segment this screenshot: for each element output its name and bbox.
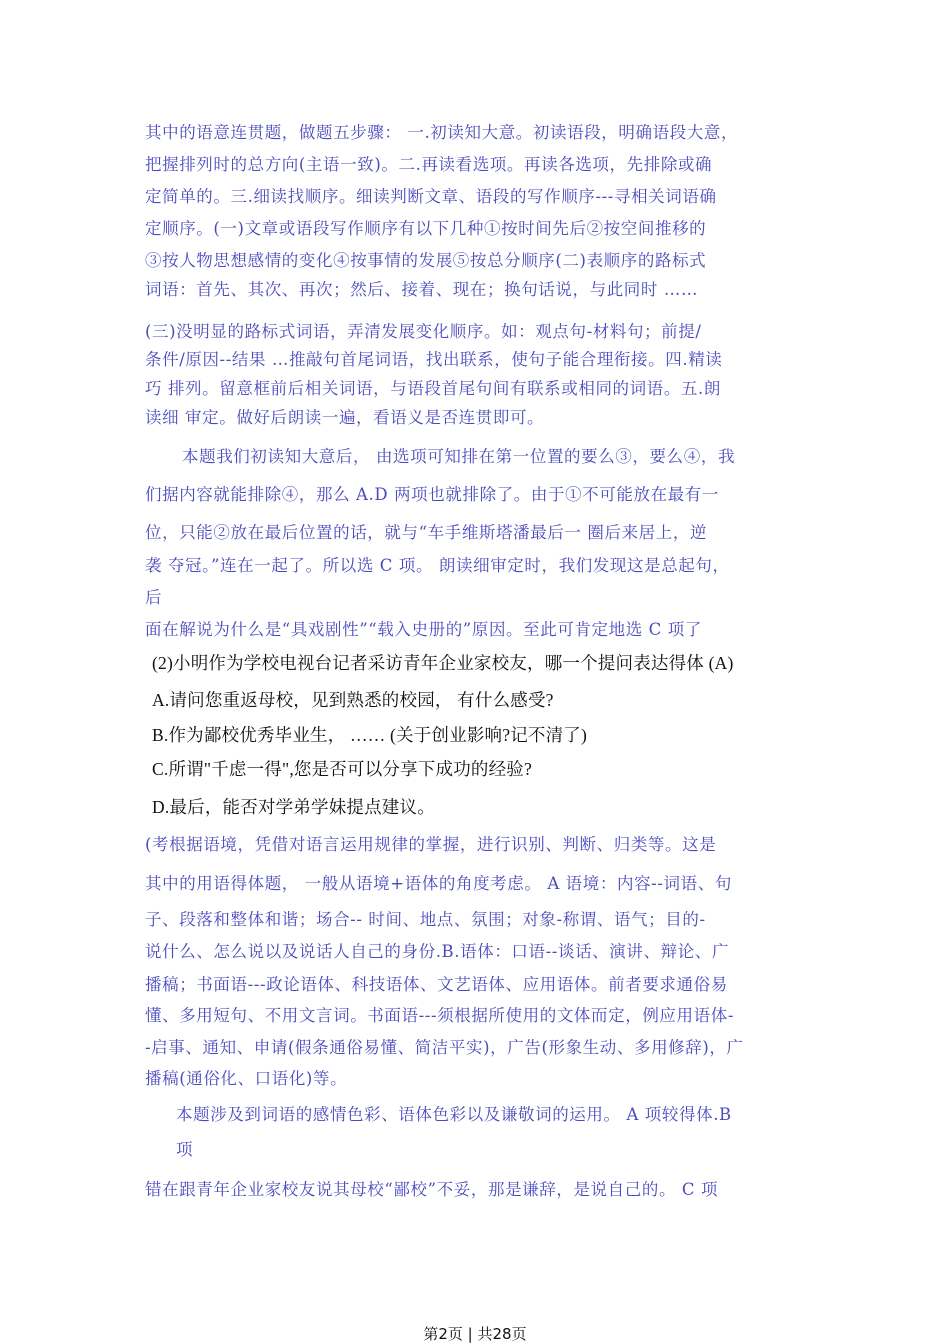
text-line: 播稿(通俗化、口语化)等。 — [145, 1069, 348, 1088]
text-line: 读细 审定。做好后朗读一遍，看语义是否连贯即可。 — [145, 408, 545, 427]
option-d: D.最后，能否对学弟学妹提点建议。 — [152, 797, 435, 817]
text-line: 巧 排列。留意框前后相关词语，与语段首尾句间有联系或相同的词语。五.朗 — [145, 379, 721, 398]
text-line: 们据内容就能排除④，那么 A.D 两项也就排除了。由于①不可能放在最有一 — [145, 485, 719, 504]
text-line: 说什么、怎么说以及说话人自己的身份.B.语体：口语--谈话、演讲、辩论、广 — [145, 942, 729, 961]
option-a: A.请问您重返母校，见到熟悉的校园， 有什么感受? — [152, 690, 554, 710]
text-line: 位，只能②放在最后位置的话，就与“车手维斯塔潘最后一 圈后来居上，逆 — [145, 523, 708, 542]
text-line: 播稿；书面语---政论语体、科技语体、文艺语体、应用语体。前者要求通俗易 — [145, 975, 728, 994]
text-line: 后 — [145, 588, 163, 607]
page-footer: 第2页 | 共28页 — [423, 1325, 527, 1343]
text-line: 本题涉及到词语的感情色彩、语体色彩以及谦敬词的运用。 A 项较得体.B — [176, 1105, 732, 1124]
text-line: 词语：首先、其次、再次；然后、接着、现在；换句话说，与此同时 …… — [145, 280, 699, 299]
text-line: 其中的用语得体题， 一般从语境+语体的角度考虑。 A 语境：内容--词语、句 — [145, 874, 732, 893]
text-line: 面在解说为什么是“具戏剧性”“载入史册的”原因。至此可肯定地选 C 项了 — [145, 620, 702, 639]
text-line: 本题我们初读知大意后， 由选项可知排在第一位置的要么③，要么④，我 — [182, 447, 736, 466]
text-line: -启事、通知、申请(假条通俗易懂、简洁平实)，广告(形象生动、多用修辞)，广 — [145, 1038, 744, 1057]
text-line: 错在跟青年企业家校友说其母校“鄙校”不妥，那是谦辞，是说自己的。 C 项 — [145, 1180, 719, 1199]
text-line: (考根据语境，凭借对语言运用规律的掌握，进行识别、判断、归类等。这是 — [145, 835, 717, 854]
text-line: ③按人物思想感情的变化④按事情的发展⑤按总分顺序(二)表顺序的路标式 — [145, 251, 707, 270]
text-line: 其中的语意连贯题，做题五步骤： 一.初读知大意。初读语段，明确语段大意， — [145, 123, 739, 142]
question-stem: (2)小明作为学校电视台记者采访青年企业家校友，哪一个提问表达得体 (A) — [152, 653, 734, 673]
text-line: 懂、多用短句、不用文言词。书面语---须根据所使用的文体而定，例应用语体- — [145, 1006, 735, 1025]
text-line: 条件/原因--结果 …推敲句首尾词语，找出联系，使句子能合理衔接。四.精读 — [145, 350, 723, 369]
text-line: 项 — [176, 1140, 194, 1159]
text-line: 子、段落和整体和谐；场合-- 时间、地点、氛围；对象-称谓、语气；目的- — [145, 910, 706, 929]
text-line: 定简单的。三.细读找顺序。细读判断文章、语段的写作顺序---寻相关词语确 — [145, 187, 717, 206]
text-line: 把握排列时的总方向(主语一致)。二.再读看选项。再读各选项，先排除或确 — [145, 155, 713, 174]
text-line: 定顺序。(一)文章或语段写作顺序有以下几种①按时间先后②按空间推移的 — [145, 219, 707, 238]
option-b: B.作为鄙校优秀毕业生， …… (关于创业影响?记不清了) — [152, 725, 588, 745]
option-c: C.所谓"千虑一得",您是否可以分享下成功的经验? — [152, 759, 532, 779]
text-line: (三)没明显的路标式词语，弄清发展变化顺序。如：观点句-材料句；前提/ — [145, 322, 702, 341]
text-line: 袭 夺冠。”连在一起了。所以选 C 项。 朗读细审定时，我们发现这是总起句， — [145, 556, 730, 575]
